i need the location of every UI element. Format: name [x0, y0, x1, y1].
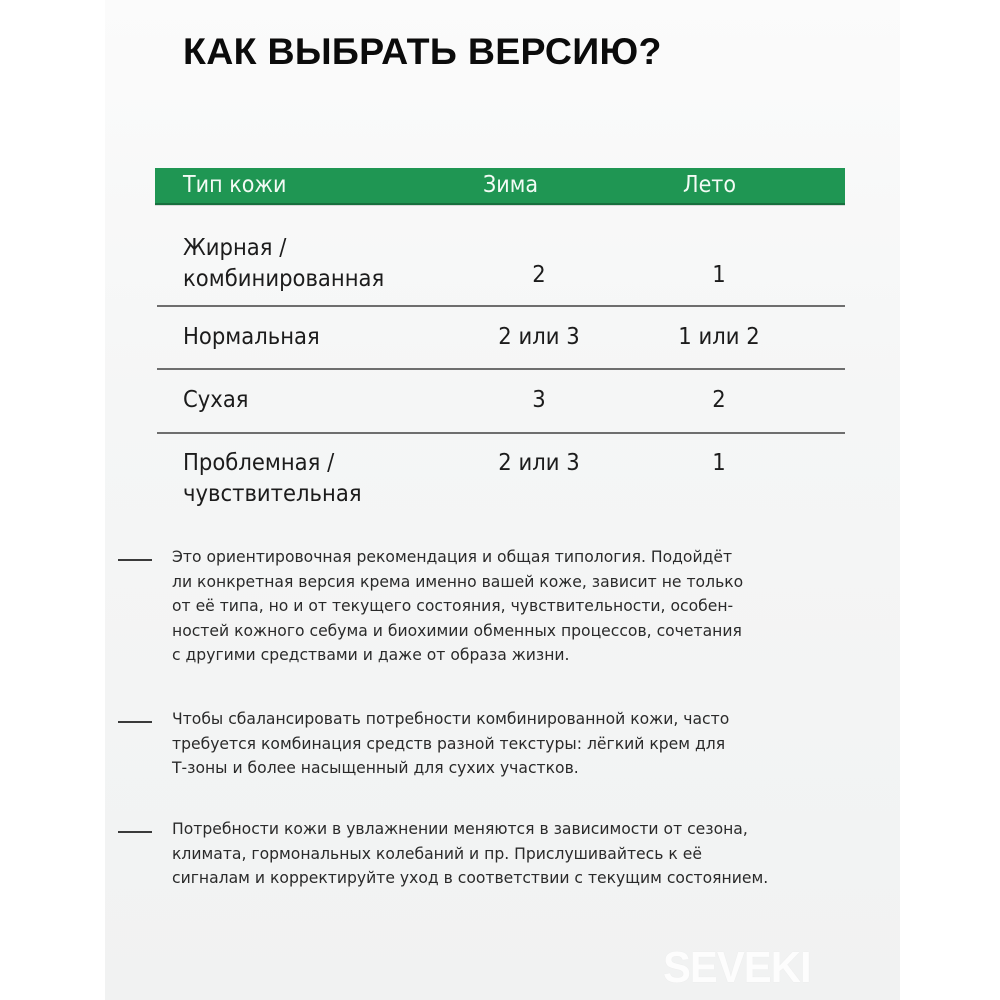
note-line: ли конкретная версия крема именно вашей коже, зависит не только: [172, 572, 744, 591]
note-line: Потребности кожи в увлажнении меняются в зависимости от сезона,: [172, 820, 748, 838]
note-dash: [118, 831, 152, 833]
table-row: [155, 307, 845, 370]
note-line: требуется комбинация средств разной текстуры: лёгкий крем для: [172, 734, 726, 753]
note-line: от её типа, но и от текущего состояния, чувствительности, особен-: [172, 597, 734, 615]
note-text: [172, 707, 872, 781]
skin-type-table: [155, 168, 845, 507]
note-line: климата, гормональных колебаний и пр. Прислушивайтесь к её: [172, 844, 702, 863]
row-summer-value: 1 или 2: [678, 324, 760, 350]
row-skin-type: Сухая: [183, 387, 249, 413]
note-line: с другими средствами и даже от образа жизни.: [172, 646, 570, 664]
row-winter-value: 2: [532, 262, 546, 288]
row-skin-type-line: комбинированная: [183, 266, 385, 292]
note-line: сигналам и корректируйте уход в соответствии с текущим состоянием.: [172, 869, 769, 887]
row-winter-value: 2 или 3: [498, 324, 580, 350]
row-skin-type-line: Жирная /: [183, 235, 287, 261]
table-row: [155, 205, 845, 307]
page-title: КАК ВЫБРАТЬ ВЕРСИЮ?: [183, 30, 662, 72]
note-text: [172, 817, 872, 891]
note-line: ностей кожного себума и биохимии обменных процессов, сочетания: [172, 621, 742, 640]
row-skin-type: [183, 233, 384, 295]
row-winter-value: 2 или 3: [498, 450, 580, 476]
brand-logo: SEVEKI: [663, 943, 811, 992]
row-skin-type: Нормальная: [183, 324, 320, 350]
row-skin-type: [183, 448, 362, 510]
row-winter-value: 3: [532, 387, 546, 413]
row-skin-type-line: Проблемная /: [183, 450, 335, 476]
row-summer-value: 1: [712, 262, 726, 288]
note-line: Чтобы сбалансировать потребности комбинированной кожи, часто: [172, 710, 730, 728]
header-winter: Зима: [483, 172, 539, 198]
note-text: [172, 545, 872, 668]
table-row: [155, 370, 845, 434]
row-skin-type-line: чувствительная: [183, 481, 362, 507]
header-summer: Лето: [683, 172, 737, 198]
note-dash: [118, 559, 152, 561]
note-dash: [118, 721, 152, 723]
table-header: [155, 168, 845, 205]
note-line: Это ориентировочная рекомендация и общая типология. Подойдёт: [172, 548, 733, 566]
header-skin-type: Тип кожи: [183, 172, 287, 198]
row-summer-value: 1: [712, 450, 726, 476]
table-row: [155, 434, 845, 514]
note-line: Т-зоны и более насыщенный для сухих участков.: [172, 759, 579, 777]
row-summer-value: 2: [712, 387, 726, 413]
